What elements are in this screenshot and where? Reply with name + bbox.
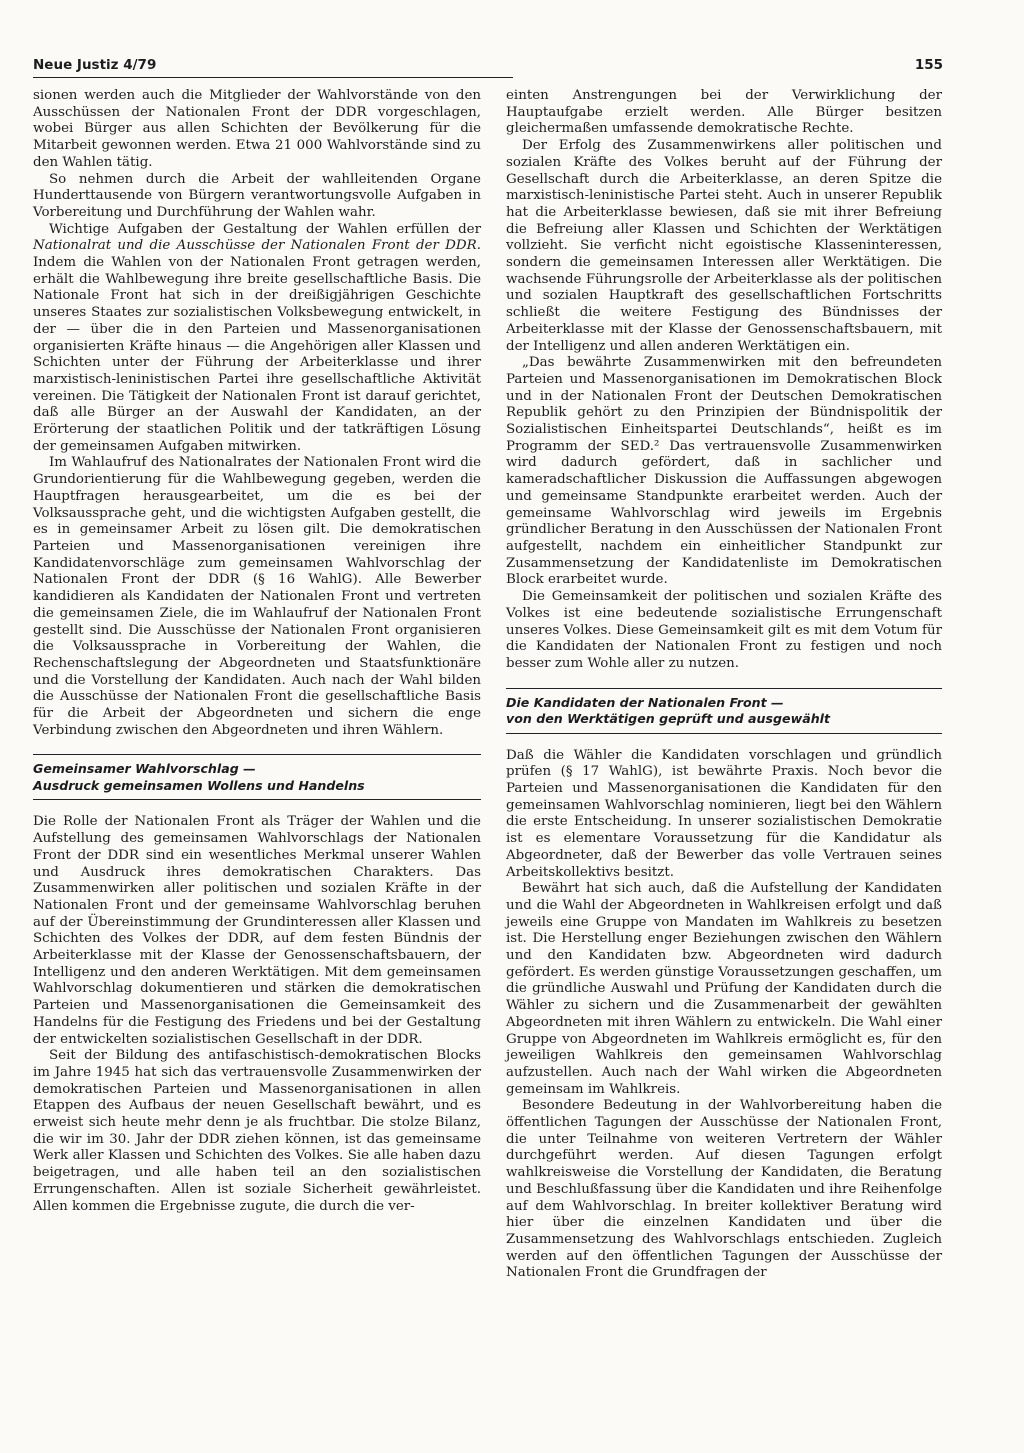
section-heading-line: von den Werktätigen geprüft und ausgewählt xyxy=(506,711,831,727)
paragraph: einten Anstrengungen bei der Verwirklichung der Hauptaufgabe erzielt werden. Alle Bürger besitzen gleichermaßen umfassende demokratische Rechte. xyxy=(506,88,942,137)
section-heading-line: Die Kandidaten der Nationalen Front — xyxy=(506,694,784,710)
paragraph-text: Wichtige Aufgaben der Gestaltung der Wahlen erfüllen der xyxy=(49,221,481,237)
paragraph: Im Wahlaufruf des Nationalrates der Nationalen Front wird die Grundorientierung für die Wahlbewegung gegeben, werden die Hauptfragen herausgearbeitet, um die es bei der Volksaussprache geht, und die wichtigsten Aufgaben gestellt, die es in gemeinsamer Arbeit zu lösen gilt. Die demokratischen Parteien und Massenorganisationen vereinigen ihre Kandidatenvorschläge zum gemeinsamen Wahlvorschlag der Nationalen Front der DDR (§ 16 WahlG). Alle Bewerber kandidieren als Kandidaten der Nationalen Front und vertreten die gemeinsamen Ziele, die im Wahlaufruf der Nationalen Front gestellt sind. Die Ausschüsse der Nationalen Front organisieren die Volksaussprache in Vorbereitung der Wahlen, die Rechenschaftslegung der Abgeordneten und Staatsfunktionäre und die Vorstellung der Kandidaten. Auch nach der Wahl bilden die Ausschüsse der Nationalen Front die gesellschaftliche Basis für die Arbeit der Abgeordneten und sichern die enge Verbindung zwischen den Abgeordneten und ihren Wählern. xyxy=(33,455,481,738)
section-heading xyxy=(506,688,942,734)
paragraph: Bewährt hat sich auch, daß die Aufstellung der Kandidaten und die Wahl der Abgeordneten in Wahlkreisen erfolgt und daß jeweils eine Gruppe von Mandaten im Wahlkreis zu besetzen ist. Die Herstellung enger Beziehungen zwischen den Wählern und den Kandidaten bzw. Abgeordneten wird dadurch gefördert. Es werden günstige Voraussetzungen geschaffen, um die gründliche Auswahl und Prüfung der Kandidaten durch die Wähler zu sichern und die Zusammenarbeit der gewählten Abgeordneten mit ihren Wählern zu entwickeln. Die Wahl einer Gruppe von Abgeordneten im Wahlkreis ermöglicht es, für den jeweiligen Wahlkreis den gemeinsamen Wahlvorschlag aufzustellen. Auch nach der Wahl wirken die Abgeordneten gemeinsam im Wahlkreis. xyxy=(506,881,942,1097)
paragraph-text: Indem die Wahlen von der Nationalen Front getragen werden, erhält die Wahlbewegung ihre breite gesellschaftliche Basis. Die Nationale Front hat sich in der dreißigjährigen Geschichte unseres Staates zur sozialistischen Volksbewegung entwickelt, in der — über die in den Parteien und Massenorganisationen organisierten Kräfte hinaus — die Angehörigen aller Klassen und Schichten unter der Führung der Arbeiterklasse und ihrer marxistisch-leninistischen Partei ihre gesellschaftliche Aktivität vereinen. Die Tätigkeit der Nationalen Front ist darauf gerichtet, daß alle Bürger an der Auswahl der Kandidaten, an der Erörterung der staatlichen Politik und der tatkräftigen Lösung der gemeinsamen Aufgaben mitwirken. xyxy=(33,255,481,454)
page-header xyxy=(33,57,943,81)
paragraph: „Das bewährte Zusammenwirken mit den befreundeten Parteien und Massenorganisationen im Demokratischen Block und in der Nationalen Front der Deutschen Demokratischen Republik gehört zu den Prinzipien der Bündnispolitik der Sozialistischen Einheitspartei Deutschlands“, heißt es im Programm der SED.² Das vertrauensvolle Zusammenwirken wird dadurch gefördert, daß in sachlicher und kameradschaftlicher Diskussion die Auffassungen abgewogen und gemeinsame Standpunkte erarbeitet werden. Auch der gemeinsame Wahlvorschlag wird jeweils im Ergebnis gründlicher Beratung in den Ausschüssen der Nationalen Front aufgestellt, nachdem ein einheitlicher Standpunkt zur Zusammensetzung der Kandidatenliste im Demokratischen Block erarbeitet wurde. xyxy=(506,355,942,588)
section-heading xyxy=(33,754,481,800)
journal-title: Neue Justiz 4/79 xyxy=(33,57,157,73)
page-number: 155 xyxy=(914,57,943,73)
paragraph: sionen werden auch die Mitglieder der Wahlvorstände von den Ausschüssen der Nationalen Front der DDR vorgeschlagen, wobei Bürger aus allen Schichten der Bevölkerung für die Mitarbeit gewonnen werden. Etwa 21 000 Wahlvorstände sind zu den Wahlen tätig. xyxy=(33,88,481,170)
section-heading-line: Gemeinsamer Wahlvorschlag — xyxy=(33,761,256,777)
paragraph: Die Rolle der Nationalen Front als Träger der Wahlen und die Aufstellung des gemeinsamen Wahlvorschlags der Nationalen Front der DDR sind ein wesentliches Merkmal unserer Wahlen und Ausdruck ihres demokratischen Charakters. Das Zusammenwirken aller politischen und sozialen Kräfte in der Nationalen Front und der gemeinsame Wahlvorschlag beruhen auf der Übereinstimmung der Grundinteressen aller Klassen und Schichten des Volkes der DDR, auf dem festen Bündnis der Arbeiterklasse mit der Klasse der Genossenschaftsbauern, der Intelligenz und den anderen Werktätigen. Mit dem gemeinsamen Wahlvorschlag dokumentieren und stärken die demokratischen Parteien und Massenorganisationen die Gemeinsamkeit des Handelns für die Festigung des Friedens und bei der Gestaltung der entwickelten sozialistischen Gesellschaft in der DDR. xyxy=(33,814,481,1047)
section-heading-line: Ausdruck gemeinsamen Wollens und Handelns xyxy=(33,777,365,793)
paragraph: Seit der Bildung des antifaschistisch-demokratischen Blocks im Jahre 1945 hat sich das vertrauensvolle Zusammenwirken der demokratischen Parteien und Massenorganisationen in allen Etappen des Aufbaus der neuen Gesellschaft bewährt, und es erweist sich heute mehr denn je als fruchtbar. Die stolze Bilanz, die wir im 30. Jahr der DDR ziehen können, ist das gemeinsame Werk aller Klassen und Schichten des Volkes. Sie alle haben dazu beigetragen, und alle haben teil an den sozialistischen Errungenschaften. Allen ist soziale Sicherheit gewährleistet. Allen kommen die Ergebnisse zugute, die durch die ver- xyxy=(33,1048,481,1214)
paragraph xyxy=(33,222,481,456)
paragraph: Daß die Wähler die Kandidaten vorschlagen und gründlich prüfen (§ 17 WahlG), ist bewährte Praxis. Noch bevor die Parteien und Massenorganisationen die Kandidaten für den gemeinsamen Wahlvorschlag nominieren, liegt bei den Wählern die erste Entscheidung. In unserer sozialistischen Demokratie ist es elementare Voraussetzung für die Kandidatur als Abgeordneter, daß der Bewerber das volle Vertrauen seines Arbeitskollektivs besitzt. xyxy=(506,747,942,880)
emphasis-text: Nationalrat und die Ausschüsse der Nationalen Front der DDR. xyxy=(33,238,481,254)
paragraph: Die Gemeinsamkeit der politischen und sozialen Kräfte des Volkes ist eine bedeutende sozialistische Errungenschaft unseres Volkes. Diese Gemeinsamkeit gilt es mit dem Votum für die Kandidaten der Nationalen Front zu festigen und noch besser zum Wohle aller zu nutzen. xyxy=(506,589,942,671)
right-column xyxy=(506,88,942,1282)
paragraph: Besondere Bedeutung in der Wahlvorbereitung haben die öffentlichen Tagungen der Ausschüsse der Nationalen Front, die unter Teilnahme von weiteren Vertretern der Wähler durchgeführt werden. Auf diesen Tagungen erfolgt wahlkreisweise die Vorstellung der Kandidaten, die Beratung und Beschlußfassung über die Kandidaten und ihre Reihenfolge auf dem Wahlvorschlag. In breiter kollektiver Beratung wird hier über die einzelnen Kandidaten und über die Zusammensetzung des Wahlvorschlags entschieden. Zugleich werden auf den öffentlichen Tagungen der Ausschüsse der Nationalen Front die Grundfragen der xyxy=(506,1098,942,1281)
header-rule xyxy=(33,77,513,78)
left-column xyxy=(33,88,481,1215)
paragraph: So nehmen durch die Arbeit der wahlleitenden Organe Hunderttausende von Bürgern verantwortungsvolle Aufgaben in Vorbereitung und Durchführung der Wahlen wahr. xyxy=(33,171,481,220)
paragraph: Der Erfolg des Zusammenwirkens aller politischen und sozialen Kräfte des Volkes beruht auf der Führung der Gesellschaft durch die Arbeiterklasse, an deren Spitze die marxistisch-leninistische Partei steht. Auch in unserer Republik hat die Arbeiterklasse bewiesen, daß sie mit ihrer Befreiung die Befreiung aller Klassen und Schichten der Werktätigen vollzieht. Sie verficht nicht egoistische Klasseninteressen, sondern die gemeinsamen Interessen aller Werktätigen. Die wachsende Führungsrolle der Arbeiterklasse als der politischen und sozialen Hauptkraft des gesellschaftlichen Fortschritts schließt die weitere Festigung des Bündnisses der Arbeiterklasse mit der Klasse der Genossenschaftsbauern, mit der Intelligenz und allen anderen Werktätigen ein. xyxy=(506,138,942,354)
